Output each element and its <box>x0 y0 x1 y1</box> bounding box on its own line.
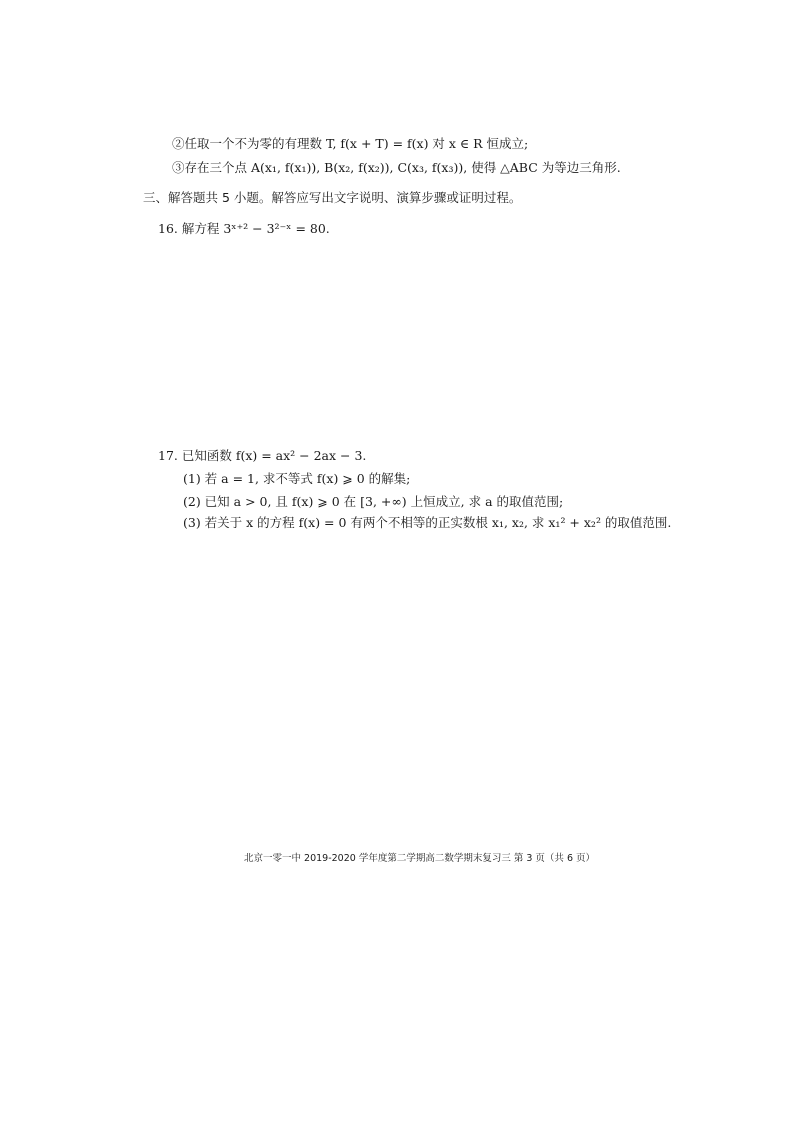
page-footer: 北京一零一中 2019-2020 学年度第二学期高二数学期末复习三 第 3 页（共 6 页） <box>244 853 596 864</box>
question-17-part-2: (2) 已知 a > 0, 且 f(x) ⩾ 0 在 [3, +∞) 上恒成立, 求 a 的取值范围; <box>183 494 564 509</box>
condition-3: ③存在三个点 A(x₁, f(x₁)), B(x₂, f(x₂)), C(x₃, f(x₃)), 使得 △ABC 为等边三角形. <box>172 160 621 175</box>
condition-2: ②任取一个不为零的有理数 T, f(x + T) = f(x) 对 x ∈ R 恒成立; <box>172 136 529 151</box>
question-16: 16. 解方程 3ˣ⁺² − 3²⁻ˣ = 80. <box>158 221 330 236</box>
question-17-part-3: (3) 若关于 x 的方程 f(x) = 0 有两个不相等的正实数根 x₁, x₂, 求 x₁² + x₂² 的取值范围. <box>183 515 672 530</box>
section-3-heading: 三、解答题共 5 小题。解答应写出文字说明、演算步骤或证明过程。 <box>143 190 522 205</box>
question-17-part-1: (1) 若 a = 1, 求不等式 f(x) ⩾ 0 的解集; <box>183 471 411 486</box>
question-17: 17. 已知函数 f(x) = ax² − 2ax − 3. <box>158 448 367 463</box>
